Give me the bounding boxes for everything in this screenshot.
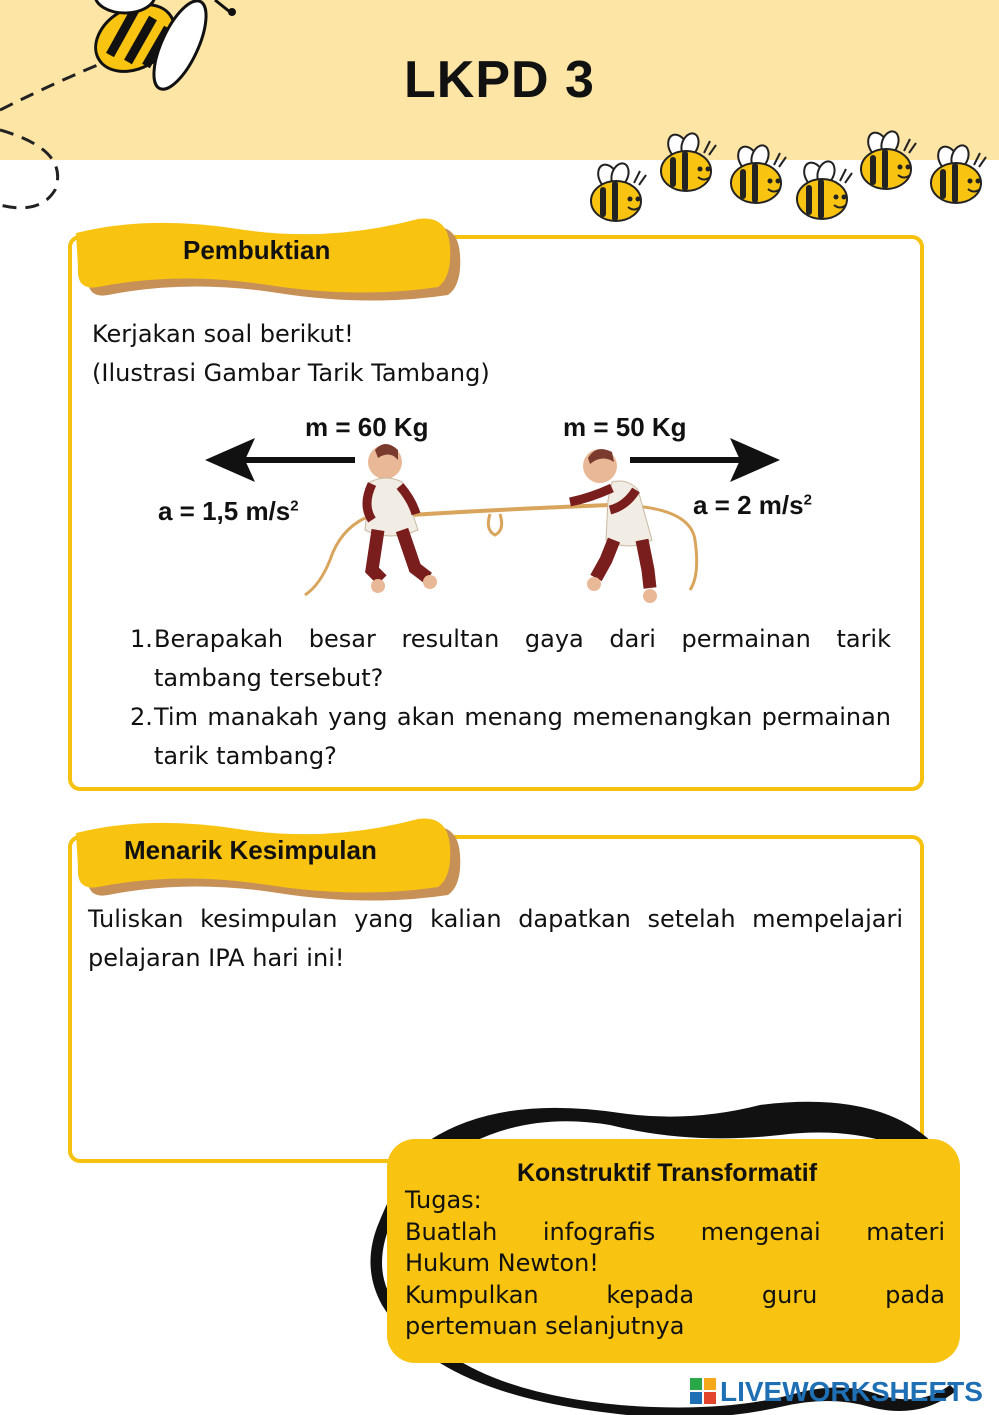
konstruktif-card	[387, 1139, 960, 1363]
konstruktif-text	[405, 1185, 945, 1343]
pembuktian-intro-1: Kerjakan soal berikut!	[92, 320, 354, 348]
bees-row-decoration	[580, 125, 999, 230]
page-title: LKPD 3	[404, 51, 595, 109]
konstruktif-title: Konstruktif Transformatif	[517, 1159, 818, 1187]
liveworksheets-logo-icon	[690, 1378, 716, 1404]
konstruktif-line-1: Tugas:	[405, 1186, 482, 1214]
liveworksheets-brand[interactable]: LIVEWORKSHEETS	[720, 1376, 983, 1407]
left-person-icon	[365, 444, 437, 593]
pembuktian-intro-2: (Ilustrasi Gambar Tarik Tambang)	[92, 359, 490, 387]
right-arrow-icon	[630, 438, 780, 482]
bee-icon	[931, 143, 986, 203]
konstruktif-line-2: Buatlah infografis mengenai materi	[405, 1217, 945, 1246]
left-mass-label: m = 60 Kg	[305, 412, 429, 442]
bee-icon	[661, 131, 716, 191]
left-arrow-icon	[205, 438, 355, 482]
right-accel-label: a = 2 $m/s^2$	[693, 490, 812, 520]
bee-icon	[731, 143, 786, 203]
bee-decoration-top-left	[0, 0, 260, 220]
kesimpulan-text: Tuliskan kesimpulan yang kalian dapatkan setelah mempelajari pelajaran IPA hari ini!	[88, 905, 903, 972]
konstruktif-line-5: pertemuan selanjutnya	[405, 1312, 685, 1340]
list-item: 2. Tim manakah yang akan menang memenangkan permainan tarik tambang?	[130, 703, 891, 770]
bee-icon	[861, 129, 916, 189]
konstruktif-line-4: Kumpulkan kepada guru pada	[405, 1280, 945, 1309]
kesimpulan-label: Menarik Kesimpulan	[124, 835, 377, 865]
right-mass-label: m = 50 Kg	[563, 412, 687, 442]
list-item: 1. Berapakah besar resultan gaya dari permainan tarik tambang tersebut?	[130, 625, 891, 692]
question-list	[130, 620, 891, 776]
pembuktian-label: Pembuktian	[183, 235, 331, 265]
bee-icon	[591, 161, 646, 221]
konstruktif-line-3: Hukum Newton!	[405, 1249, 599, 1277]
left-accel-label: a = 1,5 $m/s^2$	[158, 496, 299, 526]
bee-icon	[797, 159, 852, 219]
right-person-icon	[570, 449, 657, 603]
